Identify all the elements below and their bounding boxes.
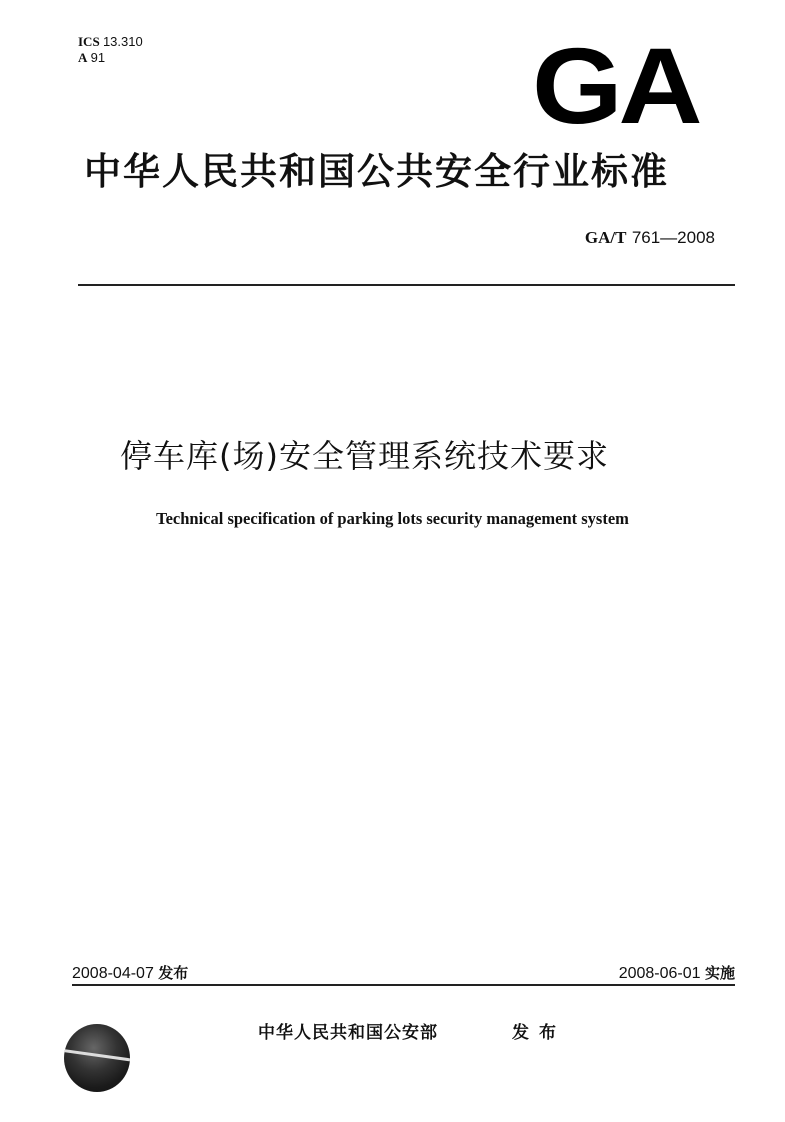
document-title-english: Technical specification of parking lots security management system — [156, 509, 629, 528]
ccs-code: A 91 — [78, 50, 106, 65]
footer-divider — [72, 984, 735, 986]
ga-logo: GA — [532, 25, 699, 146]
ics-code: ICS 13.310 — [78, 34, 143, 49]
issue-date: 2008-04-07 发布 — [72, 964, 189, 982]
issue-word: 发布 — [512, 1023, 566, 1043]
seal-emblem-icon — [64, 1024, 130, 1092]
classification-codes — [78, 34, 143, 66]
document-title-chinese: 停车库(场)安全管理系统技术要求 — [120, 437, 609, 475]
header-divider — [78, 284, 735, 286]
standard-number: GA/T 761—2008 — [584, 228, 715, 247]
issuing-authority: 中华人民共和国公安部 — [258, 1023, 438, 1043]
organization-title: 中华人民共和国公共安全行业标准 — [84, 150, 669, 193]
effective-date: 2008-06-01 实施 — [618, 964, 735, 982]
